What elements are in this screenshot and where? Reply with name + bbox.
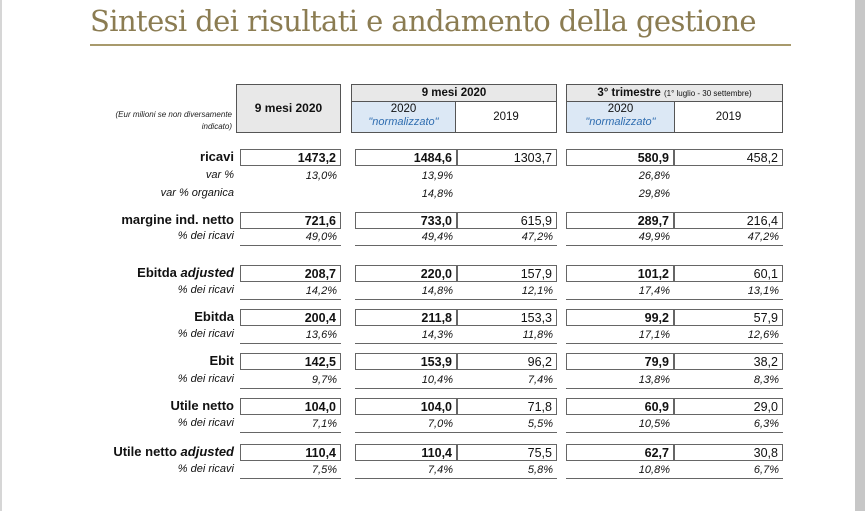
header-q3-normalizzato-label: "normalizzato" — [585, 116, 656, 128]
row-label-utile-netto: Utile netto — [170, 398, 234, 413]
cell-ricavi-9m-norm: 1484,6 — [355, 149, 457, 166]
cell-ebit-9m-2020: 142,5 — [240, 353, 341, 370]
cell-ebit-pct-q3-norm: 13,8% — [566, 372, 674, 389]
header-9m-year-2019: 2019 — [493, 111, 519, 123]
units-note-line2: indicato) — [201, 122, 232, 131]
cell-utile-adj-q3-norm: 62,7 — [566, 444, 674, 461]
header-q3-year-2020: 2020 — [607, 103, 634, 115]
cell-ebit-pct-9m-2020: 9,7% — [240, 372, 341, 389]
cell-utile-adj-pct-9m-2019: 5,8% — [457, 462, 557, 479]
cell-ebitda-pct-9m-norm: 14,3% — [355, 327, 457, 344]
cell-utile-9m-2019: 71,8 — [457, 398, 557, 415]
cell-utile-adj-pct-9m-norm: 7,4% — [355, 462, 457, 479]
cell-ebit-pct-q3-2019: 8,3% — [674, 372, 783, 389]
cell-ebit-q3-norm: 79,9 — [566, 353, 674, 370]
cell-ricavi-q3-norm: 580,9 — [566, 149, 674, 166]
row-label-ebitda-adjusted-b: adjusted — [180, 265, 234, 280]
cell-ebit-pct-9m-2019: 7,4% — [457, 372, 557, 389]
cell-ebitda-adj-pct-9m-2020: 14,2% — [240, 283, 341, 300]
units-note-line1: (Eur milioni se non diversamente — [115, 110, 232, 119]
cell-ebitda-9m-2019: 153,3 — [457, 309, 557, 326]
cell-var-9m-norm: 13,9% — [421, 170, 453, 182]
cell-ebitda-adj-pct-9m-norm: 14,8% — [355, 283, 457, 300]
cell-ebitda-pct-q3-2019: 12,6% — [674, 327, 783, 344]
cell-var-q3-norm: 26,8% — [638, 170, 670, 182]
header-9m-year-2020: 2020 — [390, 103, 417, 115]
cell-var-org-9m-norm: 14,8% — [421, 188, 453, 200]
cell-margine-9m-norm: 733,0 — [355, 212, 457, 229]
cell-ebitda-adj-pct-9m-2019: 12,1% — [457, 283, 557, 300]
cell-utile-adj-9m-2020: 110,4 — [240, 444, 341, 461]
cell-margine-pct-9m-2019: 47,2% — [457, 229, 557, 246]
cell-utile-pct-9m-norm: 7,0% — [355, 416, 457, 433]
cell-margine-pct-9m-norm: 49,4% — [355, 229, 457, 246]
header-q3-year-2019: 2019 — [715, 111, 742, 123]
cell-ebitda-pct-9m-2019: 11,8% — [457, 327, 557, 344]
row-label-ebitda-adjusted-a: Ebitda — [137, 265, 177, 280]
cell-ebit-q3-2019: 38,2 — [674, 353, 783, 370]
header-group-9-mesi — [351, 84, 557, 133]
cell-utile-pct-q3-norm: 10,5% — [566, 416, 674, 433]
page-border-right — [855, 0, 865, 511]
row-label-margine: margine ind. netto — [121, 212, 234, 227]
cell-ebitda-adj-9m-2019: 157,9 — [457, 265, 557, 282]
row-label-ebitda: Ebitda — [194, 309, 234, 324]
cell-utile-9m-2020: 104,0 — [240, 398, 341, 415]
title-underline — [90, 44, 791, 46]
row-label-ebitda-adjusted — [40, 265, 234, 280]
header-group-3-trimestre-title — [567, 85, 782, 102]
cell-ricavi-q3-2019: 458,2 — [674, 149, 783, 166]
cell-utile-adj-9m-norm: 110,4 — [355, 444, 457, 461]
row-label-ebit: Ebit — [209, 353, 234, 368]
row-label-utile-adjusted-b: adjusted — [180, 444, 234, 459]
cell-ebitda-9m-norm: 211,8 — [355, 309, 457, 326]
cell-ebitda-9m-2020: 200,4 — [240, 309, 341, 326]
cell-ebitda-adj-pct-q3-norm: 17,4% — [566, 283, 674, 300]
cell-margine-pct-q3-2019: 47,2% — [674, 229, 783, 246]
cell-utile-pct-9m-2019: 5,5% — [457, 416, 557, 433]
cell-ricavi-9m-2020: 1473,2 — [240, 149, 341, 166]
header-9m-2019 — [456, 102, 556, 132]
cell-ebitda-adj-q3-2019: 60,1 — [674, 265, 783, 282]
cell-utile-pct-q3-2019: 6,3% — [674, 416, 783, 433]
header-q3-title: 3° trimestre — [597, 87, 661, 99]
page-border-left — [0, 0, 2, 511]
row-label-utile-adjusted-a: Utile netto — [113, 444, 177, 459]
cell-ebitda-adj-q3-norm: 101,2 — [566, 265, 674, 282]
row-label-utile-netto-adjusted — [40, 444, 234, 459]
cell-ebit-9m-2019: 96,2 — [457, 353, 557, 370]
cell-utile-q3-norm: 60,9 — [566, 398, 674, 415]
cell-var-9m-2020: 13,0% — [305, 170, 337, 182]
cell-margine-pct-9m-2020: 49,0% — [240, 229, 341, 246]
row-label-ebitda-pct: % dei ricavi — [177, 328, 234, 340]
cell-utile-adj-pct-q3-2019: 6,7% — [674, 462, 783, 479]
cell-utile-q3-2019: 29,0 — [674, 398, 783, 415]
header-9m-normalizzato-label: "normalizzato" — [368, 116, 439, 128]
cell-ebitda-adj-9m-2020: 208,7 — [240, 265, 341, 282]
header-group-9-mesi-title: 9 mesi 2020 — [352, 85, 556, 102]
cell-ricavi-9m-2019: 1303,7 — [457, 149, 557, 166]
row-label-utile-pct: % dei ricavi — [177, 417, 234, 429]
cell-margine-q3-norm: 289,7 — [566, 212, 674, 229]
cell-margine-9m-2020: 721,6 — [240, 212, 341, 229]
cell-ebitda-pct-q3-norm: 17,1% — [566, 327, 674, 344]
header-q3-2020-normalizzato — [567, 102, 675, 132]
header-group-3-trimestre — [566, 84, 783, 133]
row-label-ebitda-adj-pct: % dei ricavi — [177, 284, 234, 296]
cell-utile-adj-9m-2019: 75,5 — [457, 444, 557, 461]
cell-margine-pct-q3-norm: 49,9% — [566, 229, 674, 246]
cell-utile-adj-pct-q3-norm: 10,8% — [566, 462, 674, 479]
cell-utile-9m-norm: 104,0 — [355, 398, 457, 415]
header-q3-2019 — [675, 102, 782, 132]
row-label-utile-adj-pct: % dei ricavi — [177, 463, 234, 475]
cell-ebitda-adj-pct-q3-2019: 13,1% — [674, 283, 783, 300]
row-label-ebit-pct: % dei ricavi — [177, 373, 234, 385]
cell-utile-pct-9m-2020: 7,1% — [240, 416, 341, 433]
cell-ebitda-adj-9m-norm: 220,0 — [355, 265, 457, 282]
cell-ebit-9m-norm: 153,9 — [355, 353, 457, 370]
cell-ebitda-q3-norm: 99,2 — [566, 309, 674, 326]
header-9-mesi-2020: 9 mesi 2020 — [236, 84, 341, 133]
row-label-ricavi: ricavi — [200, 149, 234, 164]
units-note — [84, 109, 232, 133]
cell-margine-q3-2019: 216,4 — [674, 212, 783, 229]
page-title: Sintesi dei risultati e andamento della gestione — [90, 4, 756, 38]
row-label-margine-pct: % dei ricavi — [177, 230, 234, 242]
header-q3-subtitle: (1° luglio - 30 settembre) — [663, 89, 752, 98]
cell-utile-adj-pct-9m-2020: 7,5% — [240, 462, 341, 479]
cell-utile-adj-q3-2019: 30,8 — [674, 444, 783, 461]
cell-ebitda-q3-2019: 57,9 — [674, 309, 783, 326]
cell-var-org-q3-norm: 29,8% — [638, 188, 670, 200]
row-label-var: var % — [205, 169, 234, 181]
cell-ebitda-pct-9m-2020: 13,6% — [240, 327, 341, 344]
cell-ebit-pct-9m-norm: 10,4% — [355, 372, 457, 389]
row-label-var-organica: var % organica — [160, 187, 234, 199]
header-9m-2020-normalizzato — [352, 102, 456, 132]
cell-margine-9m-2019: 615,9 — [457, 212, 557, 229]
